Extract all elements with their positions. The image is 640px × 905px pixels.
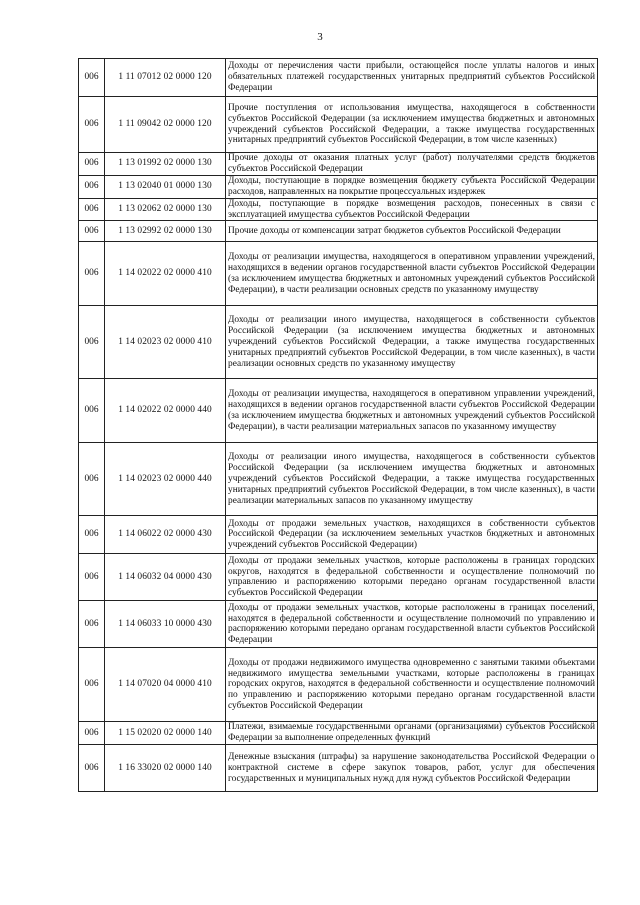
admin-code-cell: 006 — [79, 306, 105, 379]
description-cell: Доходы от реализации иного имущества, находящегося в собственности субъектов Российской Федерации (за исключением имущества бюджетных и автономных учреждений субъектов Российской Федерации, а также имущества государственных унитарных предприятий субъектов Российской Федерации, в том числе казенных), в части реализации материальных запасов по указанному имуществу — [226, 443, 598, 516]
description-cell: Доходы от продажи земельных участков, которые расположены в границах городских округов, находятся в федеральной собственности и осуществление полномочий по управлению и распоряжению которыми передано органам государственной власти субъектов Российской Федерации — [226, 554, 598, 601]
admin-code-cell: 006 — [79, 59, 105, 97]
description-cell: Доходы от продажи недвижимого имущества одновременно с занятыми такими объектами недвижимого имущества земельными участками, которые расположены в границах городских округов, находятся в федеральной собственности и осуществление полномочий по управлению и распоряжению которыми передано органам государственной власти субъектов Российской Федерации — [226, 648, 598, 722]
description-cell: Доходы, поступающие в порядке возмещения бюджету субъекта Российской Федерации расходов, направленных на покрытие процессуальных издержек — [226, 175, 598, 198]
description-cell: Прочие поступления от использования имущества, находящегося в собственности субъектов Российской Федерации (за исключением имущества бюджетных и автономных учреждений субъектов Российской Федерации, а также имущества государственных унитарных предприятий субъектов Российской Федерации, в том числе казенных) — [226, 97, 598, 153]
admin-code-cell: 006 — [79, 554, 105, 601]
admin-code-cell: 006 — [79, 198, 105, 221]
description-cell: Доходы от продажи земельных участков, находящихся в собственности субъектов Российской Федерации (за исключением земельных участков бюджетных и автономных учреждений субъектов Российской Федерации) — [226, 516, 598, 554]
income-codes-table — [78, 58, 598, 792]
description-cell: Доходы от реализации имущества, находящегося в оперативном управлении учреждений, находящихся в ведении органов государственной власти субъектов Российской Федерации (за исключением имущества бюджетных и автономных учреждений субъектов Российской Федерации), в части реализации основных средств по указанному имуществу — [226, 242, 598, 306]
kbk-code-cell: 1 14 06022 02 0000 430 — [105, 516, 226, 554]
description-cell: Денежные взыскания (штрафы) за нарушение законодательства Российской Федерации о контрактной системе в сфере закупок товаров, работ, услуг для обеспечения государственных и муниципальных нужд для нужд субъектов Российской Федерации — [226, 745, 598, 792]
description-cell: Доходы от реализации иного имущества, находящегося в собственности субъектов Российской Федерации (за исключением имущества бюджетных и автономных учреждений субъектов Российской Федерации, а также имущества государственных унитарных предприятий субъектов Российской Федерации, в том числе казенных), в части реализации основных средств по указанному имуществу — [226, 306, 598, 379]
admin-code-cell: 006 — [79, 221, 105, 242]
table-row — [79, 97, 598, 153]
kbk-code-cell: 1 14 02022 02 0000 440 — [105, 379, 226, 443]
kbk-code-cell: 1 15 02020 02 0000 140 — [105, 722, 226, 745]
admin-code-cell: 006 — [79, 175, 105, 198]
table-row — [79, 443, 598, 516]
description-cell: Прочие доходы от оказания платных услуг (работ) получателями средств бюджетов субъектов Российской Федерации — [226, 153, 598, 176]
admin-code-cell: 006 — [79, 516, 105, 554]
admin-code-cell: 006 — [79, 242, 105, 306]
description-cell: Платежи, взимаемые государственными органами (организациями) субъектов Российской Федерации за выполнение определенных функций — [226, 722, 598, 745]
admin-code-cell: 006 — [79, 722, 105, 745]
kbk-code-cell: 1 13 02040 01 0000 130 — [105, 175, 226, 198]
table-row — [79, 554, 598, 601]
admin-code-cell: 006 — [79, 97, 105, 153]
kbk-code-cell: 1 14 02023 02 0000 410 — [105, 306, 226, 379]
admin-code-cell: 006 — [79, 648, 105, 722]
admin-code-cell: 006 — [79, 601, 105, 648]
kbk-code-cell: 1 14 02023 02 0000 440 — [105, 443, 226, 516]
page-number: 3 — [317, 31, 323, 43]
description-cell: Прочие доходы от компенсации затрат бюджетов субъектов Российской Федерации — [226, 221, 598, 242]
table-row — [79, 153, 598, 176]
table-row — [79, 722, 598, 745]
table-row — [79, 516, 598, 554]
table-row — [79, 59, 598, 97]
table-row — [79, 198, 598, 221]
kbk-code-cell: 1 13 02992 02 0000 130 — [105, 221, 226, 242]
kbk-code-cell: 1 11 09042 02 0000 120 — [105, 97, 226, 153]
kbk-code-cell: 1 13 01992 02 0000 130 — [105, 153, 226, 176]
table-row — [79, 648, 598, 722]
table-row — [79, 306, 598, 379]
table-row — [79, 242, 598, 306]
kbk-code-cell: 1 14 02022 02 0000 410 — [105, 242, 226, 306]
kbk-code-cell: 1 11 07012 02 0000 120 — [105, 59, 226, 97]
kbk-code-cell: 1 14 07020 04 0000 410 — [105, 648, 226, 722]
description-cell: Доходы от реализации имущества, находящегося в оперативном управлении учреждений, находящихся в ведении органов государственной власти субъектов Российской Федерации (за исключением имущества бюджетных и автономных учреждений субъектов Российской Федерации), в части реализации материальных запасов по указанному имуществу — [226, 379, 598, 443]
description-cell: Доходы, поступающие в порядке возмещения расходов, понесенных в связи с эксплуатацией имущества субъектов Российской Федерации — [226, 198, 598, 221]
table-row — [79, 379, 598, 443]
admin-code-cell: 006 — [79, 443, 105, 516]
admin-code-cell: 006 — [79, 379, 105, 443]
table-row — [79, 745, 598, 792]
kbk-code-cell: 1 16 33020 02 0000 140 — [105, 745, 226, 792]
table-row — [79, 175, 598, 198]
description-cell: Доходы от перечисления части прибыли, остающейся после уплаты налогов и иных обязательных платежей государственных унитарных предприятий субъектов Российской Федерации — [226, 59, 598, 97]
admin-code-cell: 006 — [79, 745, 105, 792]
kbk-code-cell: 1 14 06032 04 0000 430 — [105, 554, 226, 601]
table-row — [79, 221, 598, 242]
kbk-code-cell: 1 14 06033 10 0000 430 — [105, 601, 226, 648]
kbk-code-cell: 1 13 02062 02 0000 130 — [105, 198, 226, 221]
table-row — [79, 601, 598, 648]
admin-code-cell: 006 — [79, 153, 105, 176]
description-cell: Доходы от продажи земельных участков, которые расположены в границах поселений, находятся в федеральной собственности и осуществление полномочий по управлению и распоряжению которыми передано органам государственной власти субъектов Российской Федерации — [226, 601, 598, 648]
